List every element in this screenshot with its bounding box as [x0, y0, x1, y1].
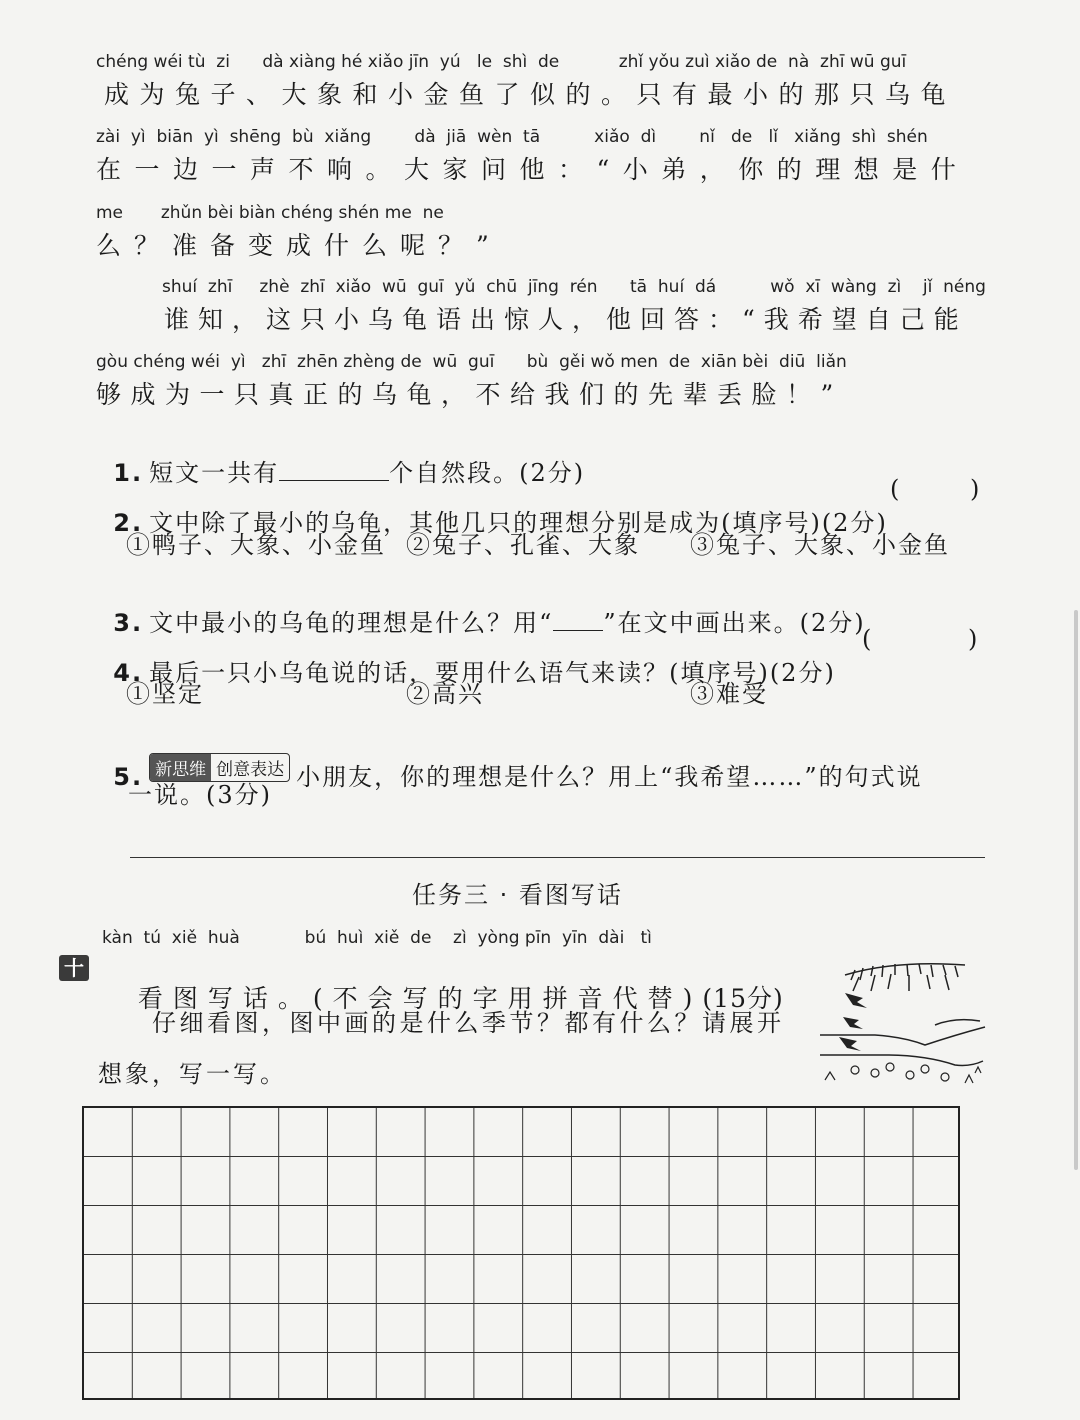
task-number-badge: 十: [59, 955, 89, 981]
section-divider: [130, 857, 985, 858]
task-prompt-line-1: 仔细看图，图中画的是什么季节？都有什么？请展开: [152, 1009, 785, 1037]
answer-paren-close[interactable]: ): [968, 625, 978, 653]
spring-illustration: [815, 955, 990, 1095]
story-text-2: 在一边一声不响。大家问他：“小弟，你的理想是什: [96, 155, 970, 184]
answer-paren-close[interactable]: ): [970, 475, 980, 503]
question-number: 3.: [113, 609, 144, 637]
task-score: (15分): [702, 984, 784, 1013]
writing-grid[interactable]: [82, 1106, 960, 1400]
tag-creative-expression: 创意表达: [216, 760, 285, 780]
story-pinyin-3: me zhǔn bèi biàn chéng shén me ne: [96, 203, 444, 223]
question-text: 小朋友，你的理想是什么？用上“我希望……”的句式说: [296, 763, 923, 791]
story-pinyin-2: zài yì biān yì shēng bù xiǎng dà jiā wèn tā xiǎo dì nǐ de lǐ xiǎng shì shén: [96, 127, 928, 147]
question-number: 5.: [113, 763, 144, 791]
option-1: ①坚定: [126, 680, 204, 708]
question-text: 文中除了最小的乌龟，其他几只的理想分别是成为(填序号)(2分): [149, 509, 888, 537]
answer-paren-open[interactable]: (: [862, 625, 872, 653]
question-text: 个自然段。(2分): [389, 459, 586, 487]
question-text: ”在文中画出来。(2分): [603, 609, 866, 637]
story-pinyin-4: shuí zhī zhè zhī xiǎo wū guī yǔ chū jīng rén tā huí dá wǒ xī wàng zì jǐ néng: [162, 277, 986, 297]
option-3: ③难受: [690, 680, 768, 708]
option-2: ②高兴: [406, 680, 484, 708]
task-prompt-line-2: 想象，写一写。: [98, 1060, 287, 1088]
story-pinyin-1: chéng wéi tù zi dà xiàng hé xiǎo jīn yú le shì de zhǐ yǒu zuì xiǎo de nà zhī wū guī: [96, 52, 907, 72]
question-number: 2.: [113, 509, 144, 537]
story-text-5: 够成为一只真正的乌龟，不给我们的先辈丢脸！”: [96, 380, 843, 409]
tag-new-thinking: 新思维: [150, 754, 211, 781]
section-title: 任务三 · 看图写话: [412, 881, 623, 909]
scrollbar[interactable]: [1074, 610, 1078, 1170]
story-pinyin-5: gòu chéng wéi yì zhī zhēn zhèng de wū guī bù gěi wǒ men de xiān bèi diū liǎn: [96, 352, 847, 372]
story-text-1: 成为兔子、大象和小金鱼了似的。只有最小的那只乌龟: [104, 80, 957, 109]
task-heading-text: 看图写话。(不会写的字用拼音代替): [137, 984, 703, 1013]
option-2: ②兔子、孔雀、大象: [406, 531, 640, 559]
question-number: 4.: [113, 659, 144, 687]
question-text: 短文一共有: [149, 459, 280, 487]
question-5-continued: 一说。(3分): [128, 781, 272, 809]
swallow-icon: [839, 993, 867, 1051]
willow-branch-icon: [845, 964, 965, 991]
option-1: ①鸭子、大象、小金鱼: [126, 531, 386, 559]
answer-paren-open[interactable]: (: [890, 475, 900, 503]
question-text: 最后一只小乌龟说的话，要用什么语气来读？(填序号)(2分): [149, 659, 836, 687]
option-3: ③兔子、大象、小金鱼: [690, 531, 950, 559]
question-number: 1.: [113, 459, 144, 487]
question-text: 文中最小的乌龟的理想是什么？用“: [149, 609, 554, 637]
story-text-3: 么？准备变成什么呢？”: [96, 231, 502, 260]
story-text-4: 谁知，这只小乌龟语出惊人，他回答：“我希望自己能: [164, 305, 968, 334]
task-pinyin: kàn tú xiě huà bú huì xiě de zì yòng pīn yīn dài tì: [102, 928, 652, 948]
